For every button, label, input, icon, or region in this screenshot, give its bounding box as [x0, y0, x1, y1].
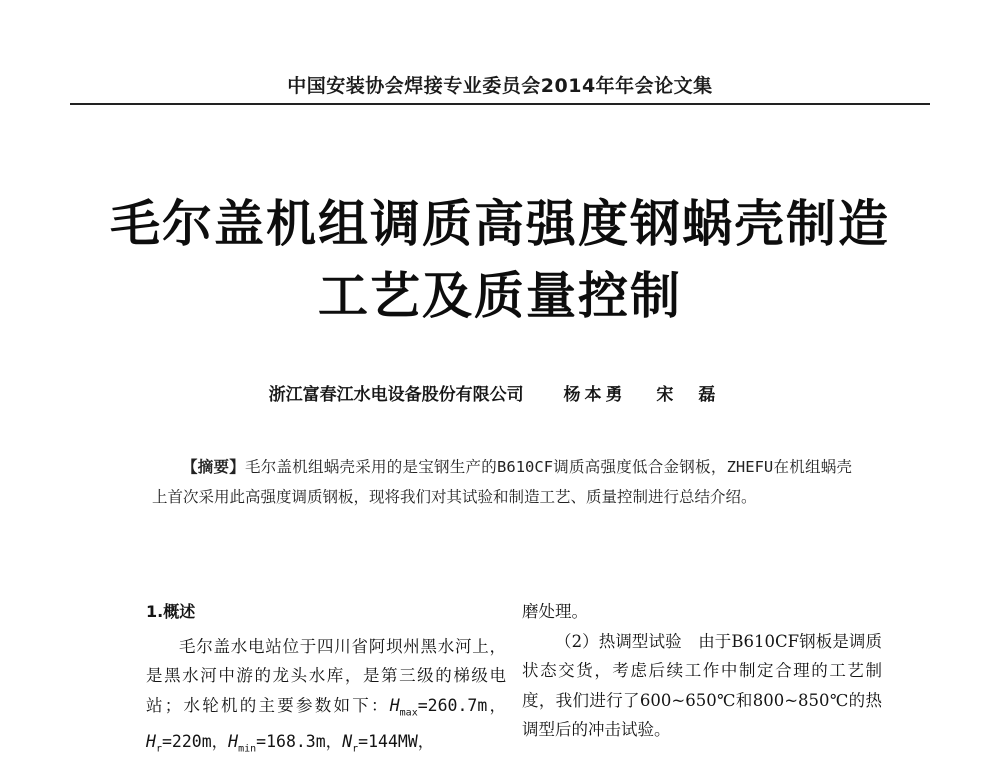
- param-hr: $H_r=220m$，: [146, 732, 228, 751]
- title-line-2: 工艺及质量控制: [0, 260, 1000, 332]
- author-2: 宋 磊: [656, 385, 719, 405]
- continued-line: 磨处理。: [522, 597, 882, 627]
- overview-paragraph: [146, 632, 506, 764]
- running-header: 中国安装协会焊接专业委员会2014年年会论文集: [0, 71, 1000, 98]
- abstract-label: 【摘要】: [182, 457, 245, 476]
- section-heading: 1.概述: [146, 597, 506, 627]
- title-line-1: 毛尔盖机组调质高强度钢蜗壳制造: [0, 188, 1000, 260]
- abstract-text: 毛尔盖机组蜗壳采用的是宝钢生产的B610CF调质高强度低合金钢板，ZHEFU在机组蜗壳上首次采用此高强度调质钢板，现将我们对其试验和制造工艺、质量控制进行总结介绍。: [152, 458, 852, 506]
- abstract: [152, 452, 852, 512]
- param-nr: $N_r=144MW$，: [342, 732, 434, 751]
- heat-test-paragraph: （2）热调型试验 由于B610CF钢板是调质状态交货，考虑后续工作中制定合理的工艺制度，我们进行了600~650℃和800~850℃的热调型后的冲击试验。: [522, 627, 882, 745]
- header-rule: [70, 103, 930, 105]
- left-column: [146, 597, 506, 764]
- paper-title: [0, 188, 1000, 332]
- byline: [0, 380, 1000, 405]
- overview-text: 毛尔盖水电站位于四川省阿坝州黑水河上，是黑水河中游的龙头水库，是第三级的梯级电站；水轮机的主要参数如下：: [146, 637, 506, 715]
- affiliation: 浙江富春江水电设备股份有限公司: [269, 385, 524, 405]
- param-hmin: $H_{min}=168.3m$，: [228, 732, 342, 751]
- param-hmax: $H_{max}=260.7m$，: [390, 696, 506, 715]
- right-column: [522, 597, 882, 745]
- author-1: 杨本勇: [564, 385, 627, 405]
